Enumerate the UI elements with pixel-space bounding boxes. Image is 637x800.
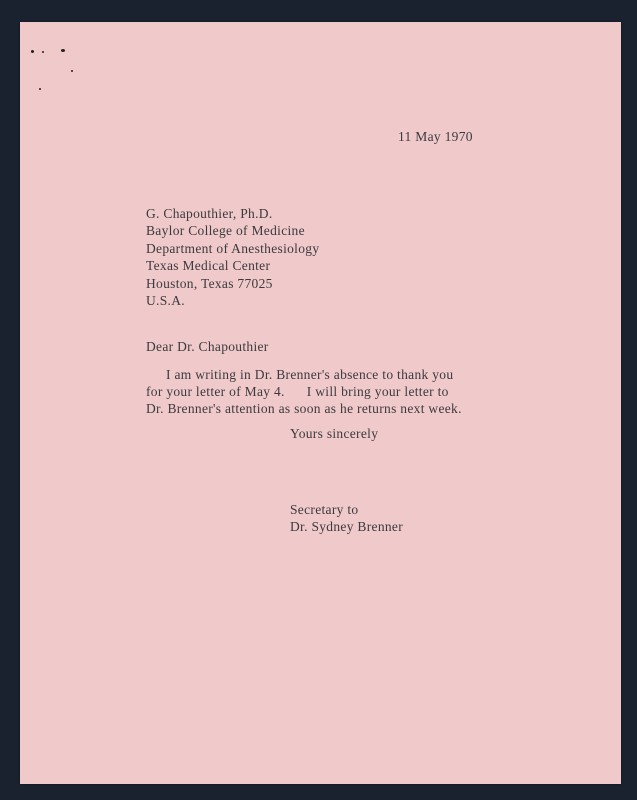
letter-date: 11 May 1970	[398, 129, 473, 144]
address-line: U.S.A.	[146, 292, 185, 308]
address-line: Department of Anesthesiology	[146, 240, 320, 256]
paper-speck	[39, 88, 41, 90]
address-line: Baylor College of Medicine	[146, 223, 305, 239]
body-line: for your letter of May 4. I will bring your letter to	[146, 384, 449, 399]
body-line: I am writing in Dr. Brenner's absence to thank you	[166, 367, 454, 382]
signature-line: Dr. Sydney Brenner	[290, 519, 404, 534]
address-line: G. Chapouthier, Ph.D.	[146, 206, 273, 221]
address-line: Houston, Texas 77025	[146, 275, 273, 291]
body-line: Dr. Brenner's attention as soon as he returns next week.	[146, 401, 462, 416]
paper-speck	[42, 51, 44, 53]
letter-page	[20, 22, 621, 784]
paper-speck	[71, 70, 73, 72]
paper-speck	[61, 49, 65, 52]
signature-line: Secretary to	[290, 502, 359, 517]
paper-speck	[31, 50, 34, 53]
address-line: Texas Medical Center	[146, 258, 271, 274]
salutation: Dear Dr. Chapouthier	[146, 339, 269, 354]
closing: Yours sincerely	[290, 426, 379, 441]
recipient-address	[146, 205, 319, 309]
